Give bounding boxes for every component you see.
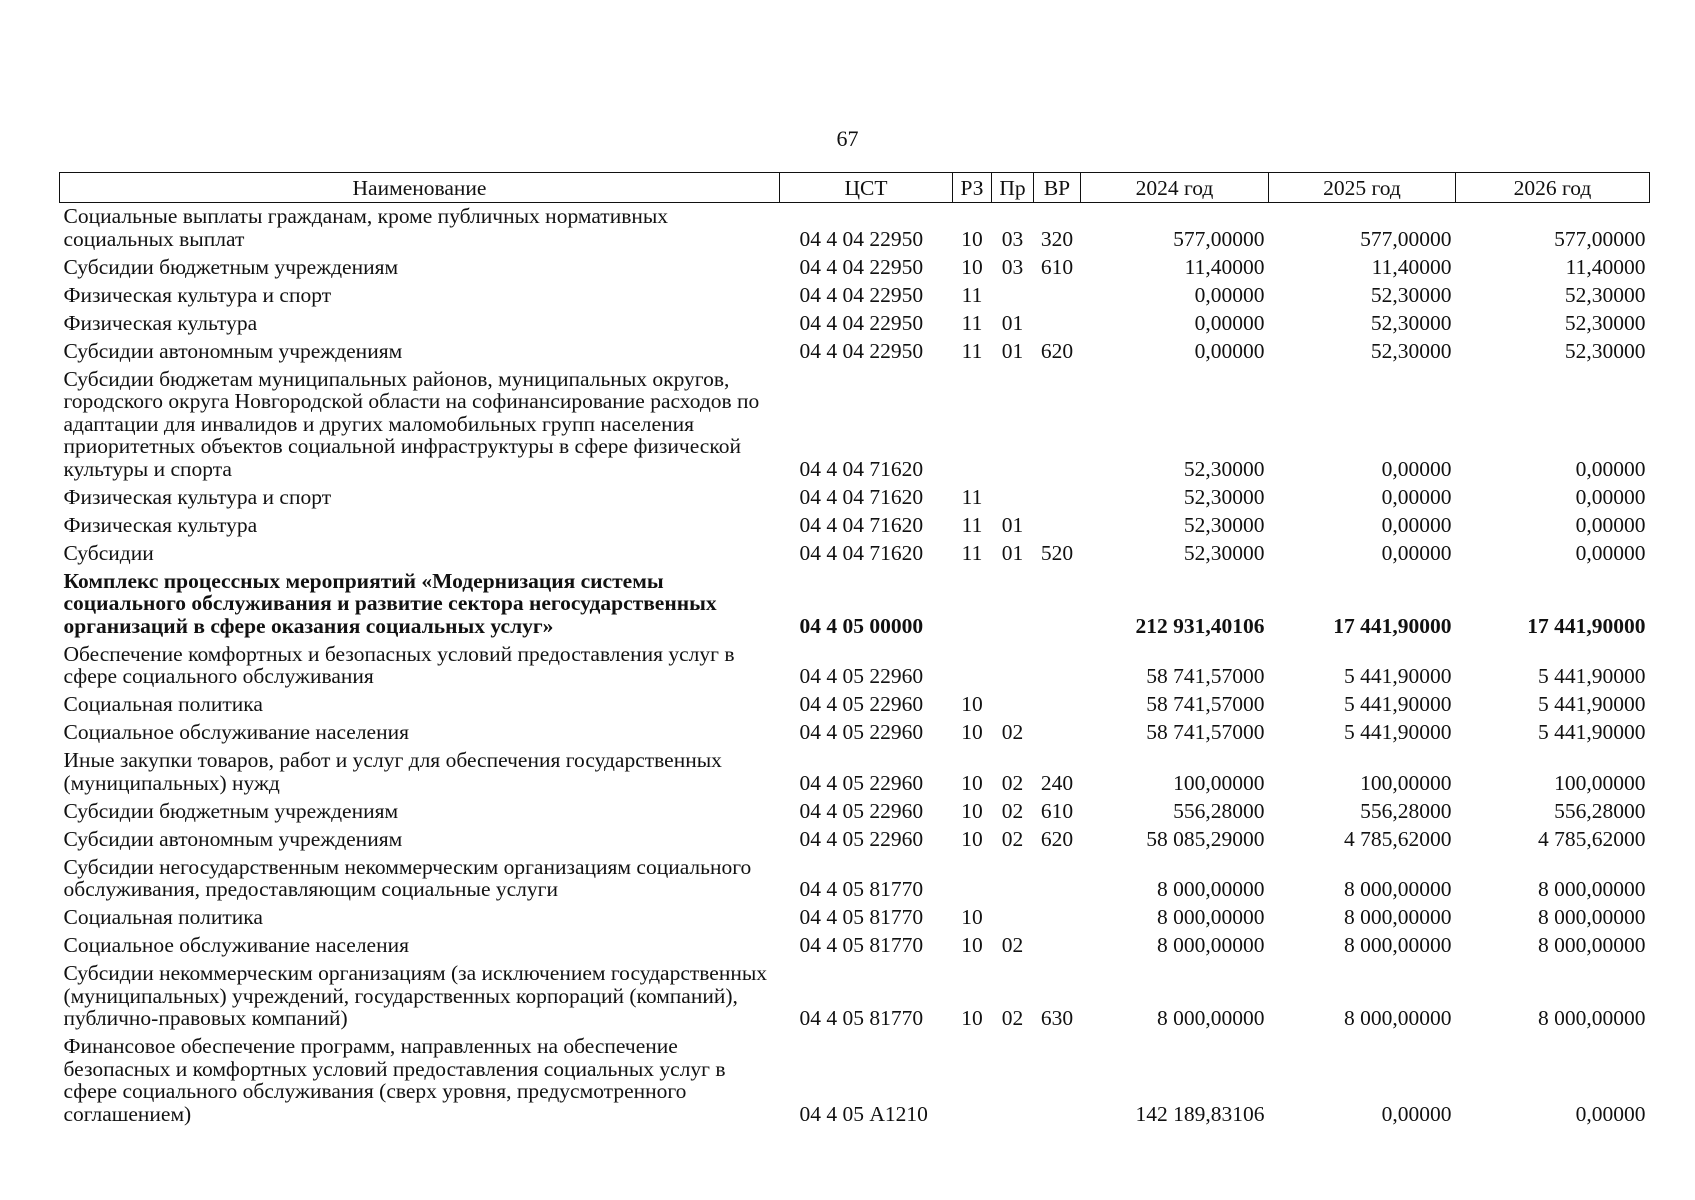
cell-2025: 52,30000 <box>1370 310 1452 335</box>
header-rz: РЗ <box>953 173 992 203</box>
cell-2026: 556,28000 <box>1554 798 1646 823</box>
cell-rz: 10 <box>961 720 983 744</box>
cell-vr: 610 <box>1040 254 1074 279</box>
table-header-row <box>60 173 1650 203</box>
cell-2025: 8 000,00000 <box>1344 877 1452 901</box>
cell-code: 04 4 05 00000 <box>799 613 924 638</box>
cell-2026: 8 000,00000 <box>1538 877 1646 901</box>
cell-name <box>60 934 780 962</box>
cell-2025: 8 000,00000 <box>1344 933 1452 957</box>
cell-pr: 02 <box>1001 933 1024 957</box>
cell-name <box>60 906 780 934</box>
cell-2026: 100,00000 <box>1554 770 1646 795</box>
cell-2026: 52,30000 <box>1564 282 1646 307</box>
row-name-text: Субсидии бюджетным учреждениям <box>63 254 399 279</box>
cell-vr <box>1034 486 1081 514</box>
cell-rz: 10 <box>961 254 983 279</box>
cell-code: 04 4 05 22960 <box>799 720 924 744</box>
row-name-text: Иные закупки товаров, работ и услуг для обеспечения государственных (муниципальных) нужд <box>63 748 722 795</box>
page-number: 67 <box>836 126 859 151</box>
cell-2024: 11,40000 <box>1184 254 1265 279</box>
cell-2025: 0,00000 <box>1381 484 1452 509</box>
cell-pr: 03 <box>1001 226 1024 251</box>
row-name-text: Социальное обслуживание населения <box>63 933 410 957</box>
cell-name <box>60 486 780 514</box>
cell-rz: 11 <box>961 484 983 509</box>
cell-2026: 11,40000 <box>1565 254 1646 279</box>
row-name-text: Обеспечение комфортных и безопасных условий предоставления услуг в сфере социального обслуживания <box>63 641 735 688</box>
cell-code: 04 4 05 81770 <box>799 877 924 901</box>
cell-vr <box>1034 856 1081 907</box>
row-name-text: Комплекс процессных мероприятий «Модернизация системы социального обслуживания и развитие сектора негосударственных организаций в сфере оказания социальных услуг» <box>63 568 717 638</box>
cell-2026: 0,00000 <box>1575 540 1646 565</box>
cell-2024: 142 189,83106 <box>1135 1101 1265 1126</box>
cell-code: 04 4 05 А1210 <box>799 1101 928 1126</box>
cell-name <box>60 340 780 368</box>
cell-name <box>60 514 780 542</box>
cell-name <box>60 256 780 284</box>
cell-code: 04 4 04 22950 <box>799 282 924 307</box>
cell-vr <box>1034 312 1081 340</box>
cell-pr: 01 <box>1001 338 1024 363</box>
cell-vr <box>1034 368 1081 486</box>
row-name-text: Субсидии автономным учреждениям <box>63 826 403 851</box>
row-name-text: Субсидии некоммерческим организациям (за исключением государственных (муниципальных) учреждений, государственных корпораций (компаний), публично-правовых компаний) <box>63 961 768 1030</box>
cell-rz: 11 <box>961 282 983 307</box>
cell-name <box>60 828 780 856</box>
table-row <box>60 721 1650 749</box>
header-2026: 2026 год <box>1456 173 1650 203</box>
cell-2024: 58 085,29000 <box>1146 826 1265 851</box>
row-name-text: Финансовое обеспечение программ, направленных на обеспечение безопасных и комфортных условий предоставления социальных услуг в сфере социального обслуживания (сверх уровня, предусмотренного соглашением) <box>63 1034 726 1126</box>
cell-pr <box>992 284 1034 312</box>
cell-2026: 17 441,90000 <box>1527 613 1646 638</box>
cell-pr <box>992 570 1034 643</box>
cell-code: 04 4 05 22960 <box>799 826 924 851</box>
cell-2024: 556,28000 <box>1173 798 1265 823</box>
cell-vr <box>1034 1035 1081 1131</box>
table-row <box>60 542 1650 570</box>
row-name-text: Субсидии негосударственным некоммерческим организациям социального обслуживания, предоставляющим социальные услуги <box>63 854 752 901</box>
row-name-text: Социальное обслуживание населения <box>63 720 410 744</box>
cell-code: 04 4 04 71620 <box>799 512 924 537</box>
cell-2024: 100,00000 <box>1173 770 1265 795</box>
table-row <box>60 1035 1650 1131</box>
table-row <box>60 906 1650 934</box>
table-row <box>60 962 1650 1035</box>
cell-2025: 0,00000 <box>1381 1101 1452 1126</box>
cell-code: 04 4 05 81770 <box>799 1006 924 1030</box>
cell-2024: 58 741,57000 <box>1146 664 1265 688</box>
cell-code: 04 4 05 22960 <box>799 798 924 823</box>
cell-pr <box>992 856 1034 907</box>
cell-code: 04 4 04 71620 <box>799 484 924 509</box>
row-name-text: Субсидии автономным учреждениям <box>63 338 403 363</box>
cell-2026: 5 441,90000 <box>1538 664 1646 688</box>
cell-2024: 0,00000 <box>1194 282 1265 307</box>
cell-2024: 577,00000 <box>1173 226 1265 251</box>
cell-2025: 8 000,00000 <box>1344 1006 1452 1030</box>
cell-2024: 52,30000 <box>1183 540 1265 565</box>
header-name: Наименование <box>60 173 780 203</box>
cell-name <box>60 312 780 340</box>
cell-2026: 52,30000 <box>1564 310 1646 335</box>
cell-2025: 52,30000 <box>1370 338 1452 363</box>
cell-2025: 8 000,00000 <box>1344 905 1452 929</box>
cell-rz <box>953 856 992 907</box>
cell-code: 04 4 04 22950 <box>799 310 924 335</box>
cell-2024: 58 741,57000 <box>1146 720 1265 744</box>
row-name-text: Физическая культура и спорт <box>63 282 332 307</box>
header-code: ЦСТ <box>780 173 953 203</box>
cell-pr <box>992 906 1034 934</box>
cell-name <box>60 856 780 907</box>
cell-vr: 620 <box>1040 826 1074 851</box>
cell-rz <box>953 570 992 643</box>
table-row <box>60 312 1650 340</box>
cell-vr: 320 <box>1040 226 1074 251</box>
row-name-text: Социальная политика <box>63 905 263 929</box>
cell-2025: 577,00000 <box>1360 226 1452 251</box>
cell-rz <box>953 643 992 694</box>
cell-2026: 0,00000 <box>1575 1101 1646 1126</box>
row-name-text: Социальные выплаты гражданам, кроме публичных нормативных социальных выплат <box>63 204 669 251</box>
table-row <box>60 693 1650 721</box>
cell-2025: 100,00000 <box>1360 770 1452 795</box>
cell-name <box>60 542 780 570</box>
row-name-text: Физическая культура <box>63 512 258 537</box>
cell-pr: 03 <box>1001 254 1024 279</box>
cell-name <box>60 368 780 486</box>
cell-pr: 01 <box>1001 540 1024 565</box>
cell-2024: 8 000,00000 <box>1157 933 1265 957</box>
cell-2024: 8 000,00000 <box>1157 905 1265 929</box>
cell-2026: 0,00000 <box>1575 484 1646 509</box>
cell-vr: 520 <box>1040 540 1074 565</box>
cell-2026: 8 000,00000 <box>1538 905 1646 929</box>
cell-pr <box>992 368 1034 486</box>
cell-name <box>60 962 780 1035</box>
cell-rz: 10 <box>961 933 983 957</box>
cell-vr: 610 <box>1040 798 1074 823</box>
table-row <box>60 856 1650 907</box>
row-name-text: Физическая культура и спорт <box>63 484 332 509</box>
row-name-text: Субсидии бюджетным учреждениям <box>63 798 399 823</box>
cell-vr: 240 <box>1040 770 1074 795</box>
cell-2025: 4 785,62000 <box>1344 826 1452 851</box>
cell-2026: 5 441,90000 <box>1538 720 1646 744</box>
cell-vr <box>1034 284 1081 312</box>
cell-name <box>60 749 780 800</box>
header-pr: Пр <box>992 173 1034 203</box>
cell-2024: 58 741,57000 <box>1146 692 1265 716</box>
cell-rz: 10 <box>961 692 983 716</box>
cell-vr <box>1034 643 1081 694</box>
cell-2025: 556,28000 <box>1360 798 1452 823</box>
table-row <box>60 643 1650 694</box>
table-row <box>60 514 1650 542</box>
cell-vr <box>1034 934 1081 962</box>
cell-2025: 52,30000 <box>1370 282 1452 307</box>
cell-2025: 5 441,90000 <box>1344 664 1452 688</box>
cell-code: 04 4 05 81770 <box>799 933 924 957</box>
cell-2024: 8 000,00000 <box>1157 877 1265 901</box>
row-name-text: Физическая культура <box>63 310 258 335</box>
cell-code: 04 4 04 22950 <box>799 338 924 363</box>
cell-2025: 5 441,90000 <box>1344 692 1452 716</box>
table-row <box>60 486 1650 514</box>
cell-2026: 8 000,00000 <box>1538 1006 1646 1030</box>
cell-vr <box>1034 514 1081 542</box>
cell-name <box>60 800 780 828</box>
cell-pr <box>992 643 1034 694</box>
table-row <box>60 256 1650 284</box>
cell-rz: 11 <box>961 338 983 363</box>
row-name-text: Социальная политика <box>63 692 263 716</box>
cell-vr <box>1034 570 1081 643</box>
cell-pr <box>992 693 1034 721</box>
cell-code: 04 4 04 71620 <box>799 456 924 481</box>
cell-vr: 630 <box>1040 1006 1074 1030</box>
cell-code: 04 4 05 22960 <box>799 770 924 795</box>
table-row <box>60 570 1650 643</box>
table-row <box>60 203 1650 256</box>
cell-2024: 52,30000 <box>1183 484 1265 509</box>
table-row <box>60 284 1650 312</box>
cell-rz <box>953 1035 992 1131</box>
cell-2026: 0,00000 <box>1575 512 1646 537</box>
cell-2026: 577,00000 <box>1554 226 1646 251</box>
cell-2024: 0,00000 <box>1194 310 1265 335</box>
cell-rz: 10 <box>961 226 983 251</box>
cell-vr: 620 <box>1040 338 1074 363</box>
cell-code: 04 4 05 22960 <box>799 664 924 688</box>
cell-2026: 4 785,62000 <box>1538 826 1646 851</box>
cell-pr: 02 <box>1001 720 1024 744</box>
cell-pr <box>992 1035 1034 1131</box>
cell-rz: 11 <box>961 310 983 335</box>
cell-2024: 52,30000 <box>1183 456 1265 481</box>
cell-2025: 5 441,90000 <box>1344 720 1452 744</box>
header-vr: ВР <box>1034 173 1081 203</box>
cell-pr: 02 <box>1001 1006 1024 1030</box>
cell-2025: 11,40000 <box>1371 254 1452 279</box>
cell-name <box>60 570 780 643</box>
cell-rz: 10 <box>961 826 983 851</box>
cell-2025: 0,00000 <box>1381 456 1452 481</box>
cell-2024: 0,00000 <box>1194 338 1265 363</box>
cell-2025: 17 441,90000 <box>1333 613 1452 638</box>
cell-name <box>60 643 780 694</box>
budget-table <box>59 172 1650 1131</box>
cell-name <box>60 693 780 721</box>
cell-code: 04 4 04 71620 <box>799 540 924 565</box>
cell-name <box>60 284 780 312</box>
cell-2026: 52,30000 <box>1564 338 1646 363</box>
cell-rz: 11 <box>961 540 983 565</box>
cell-rz <box>953 368 992 486</box>
cell-code: 04 4 04 22950 <box>799 254 924 279</box>
cell-rz: 10 <box>961 770 983 795</box>
table-row <box>60 828 1650 856</box>
cell-2024: 8 000,00000 <box>1157 1006 1265 1030</box>
cell-2026: 0,00000 <box>1575 456 1646 481</box>
cell-pr: 01 <box>1001 512 1024 537</box>
cell-vr <box>1034 721 1081 749</box>
table-row <box>60 934 1650 962</box>
cell-name <box>60 203 780 256</box>
cell-2025: 0,00000 <box>1381 512 1452 537</box>
table-row <box>60 368 1650 486</box>
cell-pr: 02 <box>1001 798 1024 823</box>
table-row <box>60 800 1650 828</box>
cell-rz: 10 <box>961 905 983 929</box>
cell-2025: 0,00000 <box>1381 540 1452 565</box>
cell-code: 04 4 05 81770 <box>799 905 924 929</box>
row-name-text: Субсидии бюджетам муниципальных районов, муниципальных округов, городского округа Новгородской области на софинансирование расходов по адаптации для инвалидов и других маломобильных групп населения приоритетных объектов социальной инфраструктуры в сфере физической культуры и спорта <box>63 366 760 481</box>
cell-name <box>60 721 780 749</box>
cell-rz: 11 <box>961 512 983 537</box>
cell-pr: 01 <box>1001 310 1024 335</box>
cell-2026: 8 000,00000 <box>1538 933 1646 957</box>
table-row <box>60 749 1650 800</box>
cell-pr: 02 <box>1001 770 1024 795</box>
cell-2024: 212 931,40106 <box>1135 613 1265 638</box>
header-2025: 2025 год <box>1269 173 1456 203</box>
cell-name <box>60 1035 780 1131</box>
cell-rz: 10 <box>961 1006 983 1030</box>
cell-code: 04 4 05 22960 <box>799 692 924 716</box>
cell-pr: 02 <box>1001 826 1024 851</box>
table-row <box>60 340 1650 368</box>
row-name-text: Субсидии <box>63 540 154 565</box>
cell-vr <box>1034 906 1081 934</box>
cell-2024: 52,30000 <box>1183 512 1265 537</box>
table-body <box>60 203 1650 1131</box>
cell-pr <box>992 486 1034 514</box>
cell-2026: 5 441,90000 <box>1538 692 1646 716</box>
cell-rz: 10 <box>961 798 983 823</box>
header-2024: 2024 год <box>1081 173 1269 203</box>
cell-vr <box>1034 693 1081 721</box>
cell-code: 04 4 04 22950 <box>799 226 924 251</box>
